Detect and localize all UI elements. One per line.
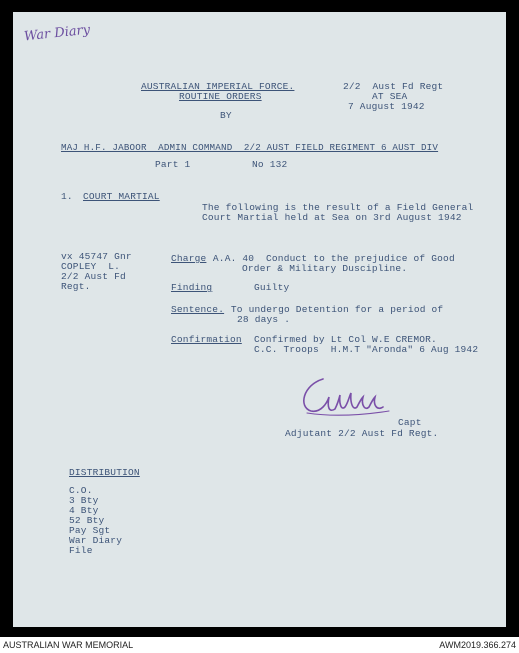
by-label: BY: [220, 110, 232, 121]
distribution-item: Pay Sgt: [69, 525, 111, 536]
sentence-text-2: 28 days .: [237, 314, 291, 325]
section-intro-2: Court Martial held at Sea on 3rd August 1942: [202, 212, 462, 223]
finding-text: Guilty: [254, 282, 290, 293]
soldier-name: COPLEY L.: [61, 261, 121, 272]
distribution-item: 4 Bty: [69, 505, 99, 516]
soldier-unit: 2/2 Aust Fd: [61, 271, 126, 282]
sentence-label: Sentence.: [171, 304, 225, 315]
distribution-item: 52 Bty: [69, 515, 105, 526]
distribution-item: War Diary: [69, 535, 123, 546]
distribution-title: DISTRIBUTION: [69, 467, 140, 478]
section-intro-1: The following is the result of a Field General: [202, 202, 474, 213]
war-diary-annotation: War Diary: [23, 22, 91, 45]
finding-label: Finding: [171, 282, 213, 293]
document-page: [13, 12, 506, 627]
command-line: MAJ H.F. JABOOR ADMIN COMMAND 2/2 AUST FIELD REGIMENT 6 AUST DIV: [61, 142, 439, 153]
distribution-item: File: [69, 545, 93, 556]
unit-label: 2/2 Aust Fd Regt: [343, 81, 444, 92]
part-label: Part 1: [155, 159, 191, 170]
charge-text-1: A.A. 40 Conduct to the prejudice of Good: [207, 253, 455, 264]
soldier-number: vx 45747 Gnr: [61, 251, 132, 262]
handwritten-signature: [293, 367, 403, 427]
footer-right: AWM2019.366.274: [439, 640, 516, 650]
confirmation-text-1: Confirmed by Lt Col W.E CREMOR.: [254, 334, 437, 345]
order-date: 7 August 1942: [348, 101, 425, 112]
footer-bar: [0, 637, 519, 653]
signature-rank: Capt: [398, 417, 422, 428]
confirmation-text-2: C.C. Troops H.M.T "Aronda" 6 Aug 1942: [254, 344, 479, 355]
charge-label: Charge: [171, 253, 207, 264]
routine-orders-heading: ROUTINE ORDERS: [179, 91, 262, 102]
confirmation-label: Confirmation: [171, 334, 242, 345]
order-number: No 132: [252, 159, 288, 170]
footer-left: AUSTRALIAN WAR MEMORIAL: [3, 640, 134, 650]
section-title: COURT MARTIAL: [83, 191, 160, 202]
sentence-text-1: To undergo Detention for a period of: [225, 304, 444, 315]
distribution-item: 3 Bty: [69, 495, 99, 506]
section-number: 1.: [61, 191, 73, 202]
distribution-item: C.O.: [69, 485, 93, 496]
force-title: AUSTRALIAN IMPERIAL FORCE.: [141, 81, 295, 92]
signature-appointment: Adjutant 2/2 Aust Fd Regt.: [285, 428, 439, 439]
soldier-unit-cont: Regt.: [61, 281, 91, 292]
location-label: AT SEA: [372, 91, 408, 102]
charge-text-2: Order & Military Duscipline.: [242, 263, 408, 274]
